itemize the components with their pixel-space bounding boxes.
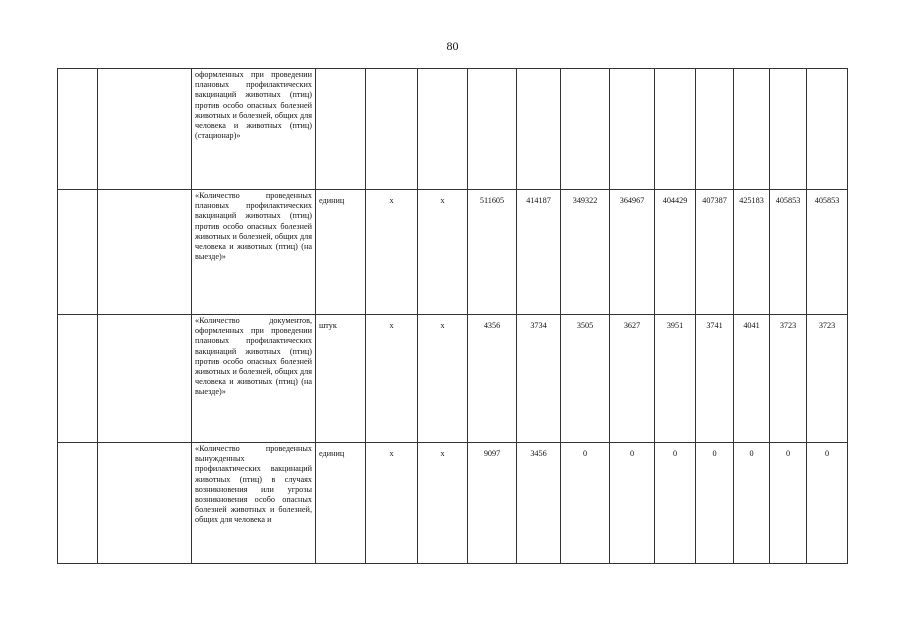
indicator-description: «Количество проведенных плановых профилактических вакцинаций животных (птиц) против особо опасных болезней животных и болезней, общих для человека и животных (птиц) (на выезде)» (192, 190, 316, 315)
indicator-description: оформленных при проведении плановых профилактических вакцинаций животных (птиц) против особо опасных болезней животных и болезней, общих для человека и животных (птиц) (стационар)» (192, 69, 316, 190)
value-cell: 4356 (468, 315, 517, 443)
table-row (58, 443, 848, 564)
page-number: 80 (446, 39, 459, 53)
value-cell (655, 69, 696, 190)
table-row (58, 190, 848, 315)
unit-cell: единиц (316, 443, 366, 564)
base-cell-b (418, 69, 468, 190)
indicator-description: «Количество проведенных вынужденных профилактических вакцинаций животных (птиц) в случаях возникновения или угрозы возникновения особо опасных болезней животных и болезней, общих для человека и (192, 443, 316, 564)
value-cell (468, 69, 517, 190)
indicators-table (57, 68, 848, 564)
value-cell: 405853 (807, 190, 848, 315)
base-cell-a: х (366, 443, 418, 564)
base-cell-a: х (366, 190, 418, 315)
base-cell-b: х (418, 443, 468, 564)
value-cell: 3741 (696, 315, 734, 443)
row-number-cell (58, 69, 98, 190)
program-cell (98, 69, 192, 190)
unit-cell (316, 69, 366, 190)
value-cell: 3951 (655, 315, 696, 443)
value-cell (734, 69, 770, 190)
program-cell (98, 315, 192, 443)
value-cell: 3505 (561, 315, 610, 443)
value-cell: 0 (734, 443, 770, 564)
value-cell: 0 (610, 443, 655, 564)
table-row (58, 315, 848, 443)
value-cell: 0 (561, 443, 610, 564)
value-cell: 407387 (696, 190, 734, 315)
base-cell-b: х (418, 315, 468, 443)
indicator-description: «Количество документов, оформленных при проведении плановых профилактических вакцинаций животных (птиц) против особо опасных болезней животных и болезней, общих для человека и животных (птиц) (на выезде)» (192, 315, 316, 443)
value-cell: 0 (655, 443, 696, 564)
value-cell: 349322 (561, 190, 610, 315)
unit-cell: штук (316, 315, 366, 443)
base-cell-a (366, 69, 418, 190)
value-cell (517, 69, 561, 190)
value-cell: 364967 (610, 190, 655, 315)
row-number-cell (58, 443, 98, 564)
value-cell (561, 69, 610, 190)
value-cell: 0 (770, 443, 807, 564)
value-cell: 3723 (770, 315, 807, 443)
value-cell: 425183 (734, 190, 770, 315)
table-row (58, 69, 848, 190)
unit-cell: единиц (316, 190, 366, 315)
value-cell: 3734 (517, 315, 561, 443)
value-cell: 405853 (770, 190, 807, 315)
base-cell-b: х (418, 190, 468, 315)
value-cell: 9097 (468, 443, 517, 564)
value-cell: 4041 (734, 315, 770, 443)
value-cell: 3723 (807, 315, 848, 443)
value-cell (770, 69, 807, 190)
value-cell: 404429 (655, 190, 696, 315)
row-number-cell (58, 315, 98, 443)
value-cell (696, 69, 734, 190)
row-number-cell (58, 190, 98, 315)
value-cell (610, 69, 655, 190)
value-cell: 414187 (517, 190, 561, 315)
value-cell: 0 (696, 443, 734, 564)
value-cell: 3456 (517, 443, 561, 564)
value-cell: 511605 (468, 190, 517, 315)
value-cell (807, 69, 848, 190)
base-cell-a: х (366, 315, 418, 443)
program-cell (98, 190, 192, 315)
program-cell (98, 443, 192, 564)
value-cell: 3627 (610, 315, 655, 443)
value-cell: 0 (807, 443, 848, 564)
